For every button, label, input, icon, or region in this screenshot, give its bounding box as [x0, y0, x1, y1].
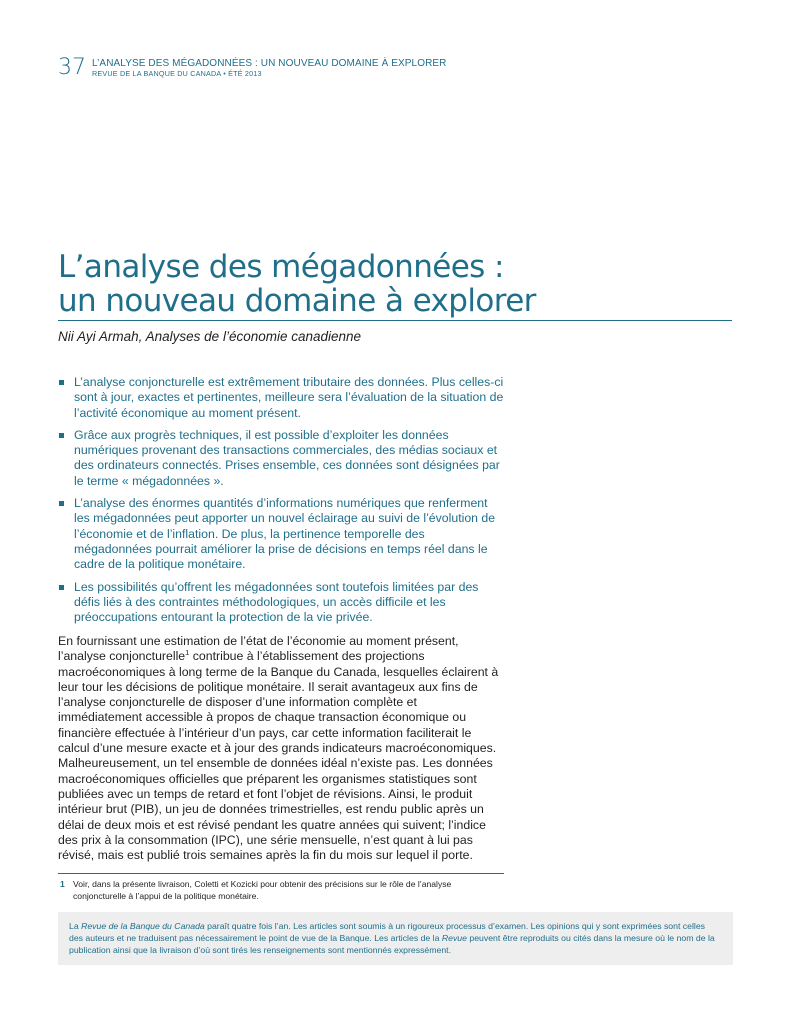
title-divider	[58, 320, 732, 321]
square-bullet-icon	[59, 585, 64, 590]
highlights-list	[58, 375, 504, 632]
square-bullet-icon	[59, 501, 64, 506]
footnote-divider	[58, 873, 504, 874]
highlight-text: Grâce aux progrès techniques, il est possible d’exploiter les données numériques provenant des transactions commerciales, des médias sociaux et des ordinateurs connectés. Prises ensemble, ces données sont désignées par le terme « mégadonnées ».	[74, 427, 500, 488]
highlight-text: L’analyse conjoncturelle est extrêmement tributaire des données. Plus celles-ci sont à jour, exactes et pertinentes, meilleure sera l’évaluation de la situation de l’activité économique au moment présent.	[74, 375, 504, 420]
notice-text: paraît quatre fois l’an. Les articles sont soumis à un rigoureux processus d’examen. Les opinions qui y sont exprimées sont celles des auteurs et ne traduisent pas nécessairement le point de vue de la Banque. Les articles de la	[69, 921, 706, 943]
notice-revue-title: Revue de la Banque du Canada	[81, 921, 205, 931]
highlight-item	[58, 375, 504, 421]
footnote-reference[interactable]: 1	[185, 648, 190, 658]
highlight-item	[58, 428, 504, 489]
notice-text: peuvent être reproduits ou cités dans la mesure où le nom de la publication ainsi que la livraison d’où sont tirés les renseignements sont mentionnés expressément.	[69, 932, 715, 955]
article-title	[58, 250, 536, 318]
article-title-line-1: L’analyse des mégadonnées :	[58, 249, 504, 285]
running-title: L’ANALYSE DES MÉGADONNÉES : UN NOUVEAU DOMAINE À EXPLORER	[92, 58, 447, 69]
body-text-start: En fournissant une estimation de l’état de l’économie au moment présent, l’analyse conjoncturelle	[58, 634, 459, 664]
highlight-item	[58, 496, 504, 572]
footnote	[58, 879, 504, 902]
publication-notice	[58, 912, 733, 965]
body-text-rest: contribue à l’établissement des projections macroéconomiques à long terme de la Banque du Canada, lesquelles éclairent à leur tour les décisions de politique monétaire. Il serait avantageux aux fins de l’analyse conjoncturelle de disposer d’une information complète et immédiatement accessible à propos de chaque transaction économique ou financière effectuée à l’intérieur d’un pays, car cette information faciliterait le calcul d’une mesure exacte et à jour des grands indicateurs macroéconomiques. Malheureusement, un tel ensemble de données idéal n’existe pas. Les données macroéconomiques officielles que préparent les organismes statistiques sont publiées avec un temps de retard et font l’objet de révisions. Ainsi, le produit intérieur brut (PIB), un jeu de données trimestrielles, est rendu public après un délai de deux mois et est révisé pendant les quatre années qui suivent; l’indice des prix à la consommation (IPC), une série mensuelle, n’est quant à lui pas révisé, mais est publié trois semaines après la fin du mois sur lequel il porte.	[58, 649, 499, 863]
article-author: Nii Ayi Armah, Analyses de l’économie canadienne	[58, 329, 362, 344]
body-paragraph	[58, 634, 504, 863]
notice-text: La	[69, 921, 82, 931]
highlight-item	[58, 580, 504, 626]
footnote-number: 1	[60, 879, 65, 889]
highlight-text: L’analyse des énormes quantités d’informations numériques que renferment les mégadonnées peut apporter un nouvel éclairage au suivi de l’évolution de l’économie et de l’inflation. De plus, la pertinence temporelle des mégadonnées pourrait améliorer la prise de décisions en temps réel dans le cadre de la politique monétaire.	[74, 496, 496, 572]
page-number: 37	[58, 55, 86, 80]
running-subtitle: REVUE DE LA BANQUE DU CANADA • ÉTÉ 2013	[92, 69, 262, 78]
square-bullet-icon	[59, 380, 64, 385]
highlight-text: Les possibilités qu’offrent les mégadonnées sont toutefois limitées par des défis liés à des contraintes méthodologiques, un accès difficile et les préoccupations entourant la protection de la vie privée.	[74, 579, 479, 625]
square-bullet-icon	[59, 433, 64, 438]
footnote-text: Voir, dans la présente livraison, Coletti et Kozicki pour obtenir des précisions sur le rôle de l’analyse conjoncturelle à l’appui de la politique monétaire.	[73, 879, 452, 901]
notice-revue-short: Revue	[441, 932, 467, 943]
article-title-line-2: un nouveau domaine à explorer	[58, 283, 536, 319]
